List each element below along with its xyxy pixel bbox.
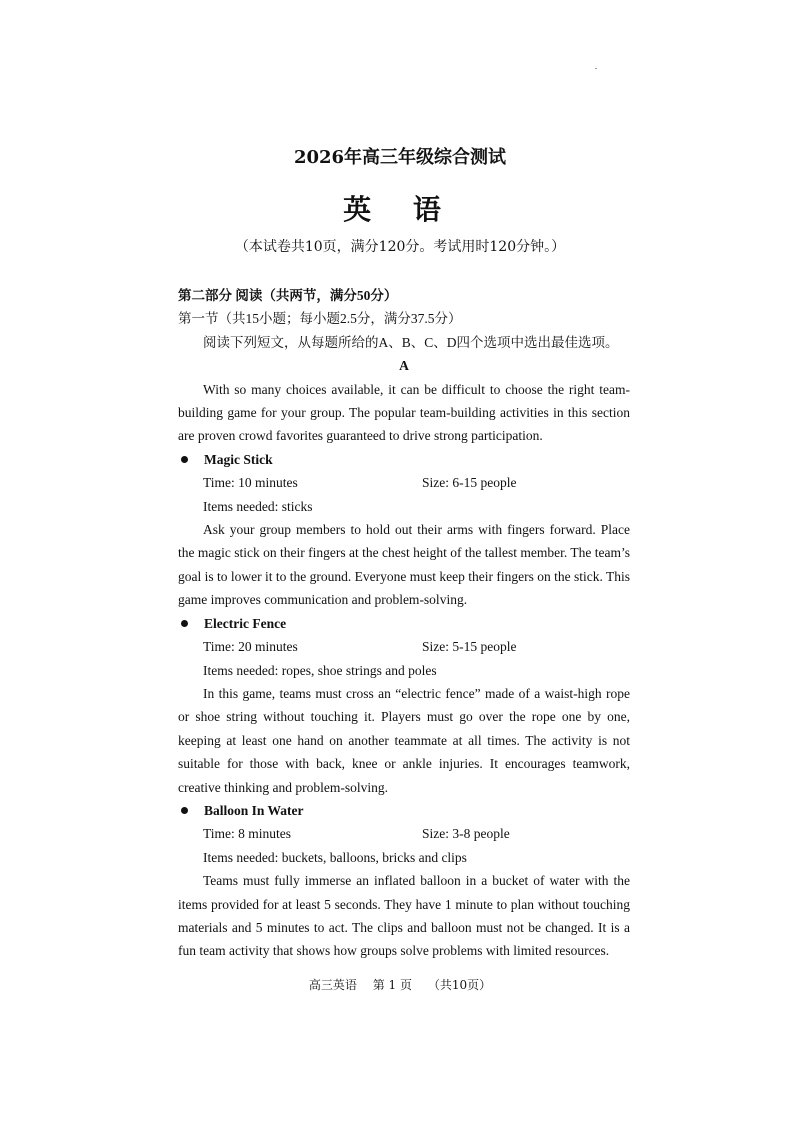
game-meta xyxy=(178,822,630,845)
page-footer xyxy=(0,976,800,993)
passage-intro: With so many choices available, it can be difficult to choose the right team-building game for your group. The popular team-building activities in this section are proven crowd favorites guaranteed to drive strong participation. xyxy=(178,381,630,444)
game-description: Ask your group members to hold out their arms with fingers forward. Place the magic stick on their fingers at the chest height of the tallest member. The team’s goal is to lower it to the ground. Everyone must keep their fingers on the stick. This game improves communication and problem-solving. xyxy=(178,522,630,608)
passage-label: A xyxy=(399,358,409,374)
footer-total: （共10页） xyxy=(427,978,492,992)
game-name: Balloon In Water xyxy=(204,802,304,818)
bullet-icon xyxy=(181,456,188,463)
game-description: In this game, teams must cross an “electric fence” made of a waist-high rope or shoe string without touching it. Players must go over the rope one by one, keeping at least one hand on another teammate at all times. The activity is not suitable for those with back, knee or ankle injuries. It encourages teamwork, creative thinking and problem-solving. xyxy=(178,685,630,795)
footer-subject: 高三英语 xyxy=(308,978,357,992)
bullet-icon xyxy=(181,807,188,814)
game-size: Size: 5-15 people xyxy=(422,639,517,655)
game-meta xyxy=(178,635,630,658)
exam-note: （本试卷共10页，满分120分。考试用时120分钟。） xyxy=(234,239,566,255)
game-items: Items needed: ropes, shoe strings and poles xyxy=(203,662,437,678)
game-items: Items needed: buckets, balloons, bricks and clips xyxy=(203,849,467,865)
game-time: Time: 10 minutes xyxy=(203,475,298,491)
game-items: Items needed: sticks xyxy=(203,498,313,514)
game-heading xyxy=(178,448,630,471)
game-meta xyxy=(178,471,630,494)
game-name: Electric Fence xyxy=(204,615,287,631)
scan-speck xyxy=(595,68,597,69)
subsection-title: 第一节（共15小题；每小题2.5分，满分37.5分） xyxy=(178,311,462,327)
game-description: Teams must fully immerse an inflated balloon in a bucket of water with the items provided for at least 5 seconds. They have 1 minute to plan without touching materials and 5 minutes to act. The clips and balloon must not be changed. It is a fun team activity that shows how groups solve problems with limited resources. xyxy=(178,873,630,959)
game-size: Size: 6-15 people xyxy=(422,475,517,491)
game-time: Time: 20 minutes xyxy=(203,639,298,655)
exam-body xyxy=(178,284,630,963)
part-title: 第二部分 阅读（共两节，满分50分） xyxy=(178,288,398,303)
game-heading xyxy=(178,799,630,822)
bullet-icon xyxy=(181,620,188,627)
game-name: Magic Stick xyxy=(204,451,273,467)
instructions: 阅读下列短文，从每题所给的A、B、C、D四个选项中选出最佳选项。 xyxy=(203,334,619,350)
game-heading xyxy=(178,612,630,635)
subject-title: 英 语 xyxy=(343,193,457,226)
footer-page: 第 1 页 xyxy=(372,978,412,992)
game-size: Size: 3-8 people xyxy=(422,826,510,842)
exam-title: 2026年高三年级综合测试 xyxy=(293,147,507,168)
game-time: Time: 8 minutes xyxy=(203,826,292,842)
